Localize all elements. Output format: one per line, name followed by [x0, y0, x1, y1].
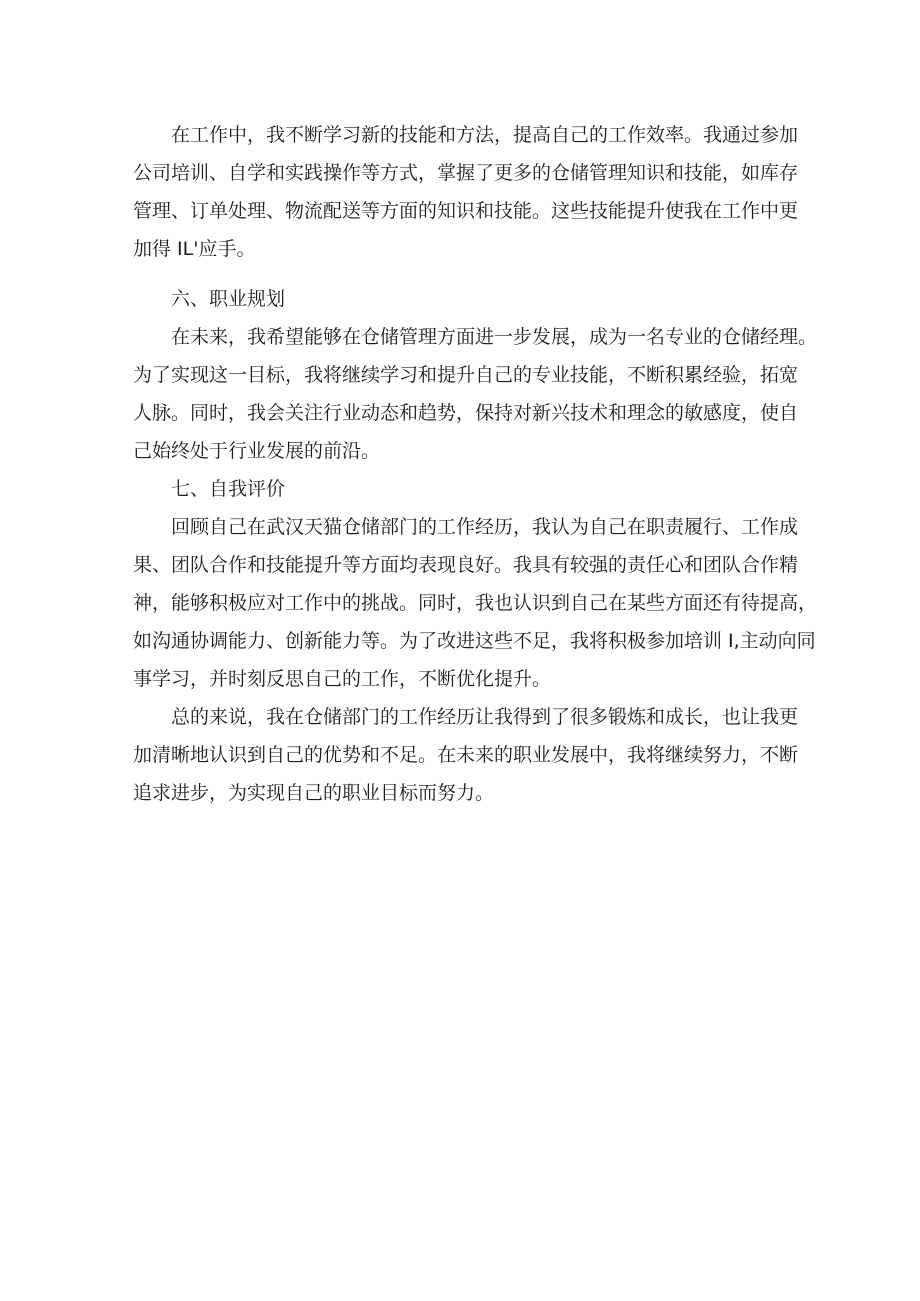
section-gap	[133, 268, 813, 280]
paragraph-line: 加清晰地认识到自己的优势和不足。在未来的职业发展中，我将继续努力，不断	[133, 744, 799, 766]
paragraph-line: 管理、订单处理、物流配送等方面的知识和技能。这些技能提升使我在工作中更	[133, 200, 799, 222]
paragraph-line: 总的来说，我在仓储部门的工作经历让我得到了很多锻炼和成长，也让我更	[171, 706, 799, 728]
paragraph-line: 在未来，我希望能够在仓储管理方面进一步发展，成为一名专业的仓储经理。	[171, 326, 818, 348]
paragraph-line: 果、团队合作和技能提升等方面均表现良好。我具有较强的责任心和团队合作精	[133, 554, 799, 576]
paragraph-line: 事学习，并时刻反思自己的工作，不断优化提升。	[133, 668, 552, 690]
section-heading: 六、职业规划	[171, 288, 286, 310]
paragraph-line: 神，能够积极应对工作中的挑战。同时，我也认识到自己在某些方面还有待提高，	[133, 592, 818, 614]
paragraph-line: 人脉。同时，我会关注行业动态和趋势，保持对新兴技术和理念的敏感度，使自	[133, 402, 799, 424]
section-career-plan	[133, 280, 818, 470]
paragraph-line: 加得 IL'应手。	[133, 238, 256, 260]
paragraph-skills	[133, 116, 813, 268]
paragraph-line: 追求进步，为实现自己的职业目标而努力。	[133, 782, 495, 804]
paragraph-line: 回顾自己在武汉天猫仓储部门的工作经历，我认为自己在职责履行、工作成	[171, 516, 799, 538]
section-self-evaluation	[133, 470, 818, 698]
paragraph-line: 如沟通协调能力、创新能力等。为了改进这些不足，我将积极参加培训 I,主动向同	[133, 630, 816, 652]
paragraph-line: 己始终处于行业发展的前沿。	[133, 440, 381, 462]
paragraph-line: 为了实现这一目标，我将继续学习和提升自己的专业技能，不断积累经验，拓宽	[133, 364, 799, 386]
paragraph-line: 在工作中，我不断学习新的技能和方法，提高自己的工作效率。我通过参加	[171, 124, 799, 146]
section-heading: 七、自我评价	[171, 478, 286, 500]
paragraph-line: 公司培训、自学和实践操作等方式，掌握了更多的仓储管理知识和技能，如库存	[133, 162, 799, 184]
document-body	[133, 116, 818, 812]
paragraph-conclusion	[133, 698, 813, 812]
